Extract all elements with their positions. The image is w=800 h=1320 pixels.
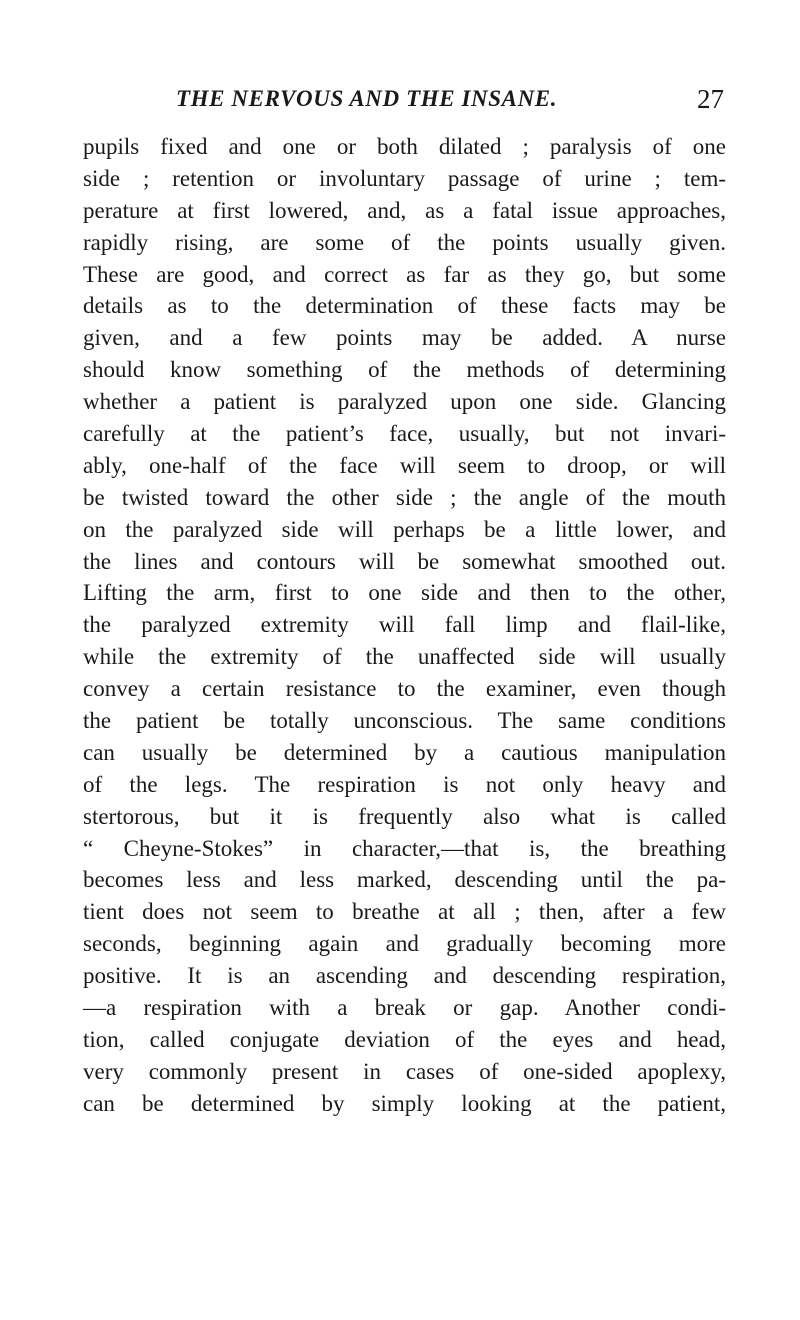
page-number: 27: [697, 84, 724, 114]
running-title: THE NERVOUS AND THE INSANE.: [176, 86, 558, 111]
text-line: very commonly present in cases of one-sided apoplexy,: [83, 1058, 726, 1084]
text-line: the patient be totally unconscious. The same conditions: [83, 708, 726, 734]
text-line: positive. It is an ascending and descending respiration,: [83, 963, 726, 989]
text-line: while the extremity of the unaffected side will usually: [83, 644, 726, 670]
text-line: on the paralyzed side will perhaps be a little lower, and: [83, 516, 726, 542]
text-line: Lifting the arm, first to one side and then to the other,: [83, 580, 726, 606]
text-line: rapidly rising, are some of the points usually given.: [83, 229, 726, 255]
body-paragraph: [83, 131, 726, 1120]
text-line: tient does not seem to breathe at all ; then, after a few: [83, 899, 726, 925]
text-line: details as to the determination of these facts may be: [83, 293, 726, 319]
text-line: becomes less and less marked, descending until the pa-: [83, 867, 726, 893]
text-line: convey a certain resistance to the examiner, even though: [83, 676, 726, 702]
text-line: carefully at the patient’s face, usually, but not invari-: [83, 421, 726, 447]
text-line: stertorous, but it is frequently also what is called: [83, 803, 726, 829]
text-line: can usually be determined by a cautious manipulation: [83, 739, 726, 765]
text-line: the paralyzed extremity will fall limp and flail-like,: [83, 612, 726, 638]
text-line: side ; retention or involuntary passage of urine ; tem-: [83, 165, 726, 191]
text-line: ably, one-half of the face will seem to droop, or will: [83, 452, 726, 478]
text-line: —a respiration with a break or gap. Another condi-: [83, 995, 726, 1021]
text-line: pupils fixed and one or both dilated ; paralysis of one: [83, 134, 726, 159]
text-line: tion, called conjugate deviation of the eyes and head,: [83, 1026, 726, 1052]
text-line: can be determined by simply looking at the patient,: [83, 1090, 726, 1116]
running-head: [84, 82, 724, 116]
text-line: given, and a few points may be added. A nurse: [83, 325, 726, 351]
text-line: should know something of the methods of determining: [83, 357, 726, 383]
text-line: whether a patient is paralyzed upon one side. Glancing: [83, 389, 726, 415]
text-line: be twisted toward the other side ; the angle of the mouth: [83, 484, 726, 510]
text-line: seconds, beginning again and gradually becoming more: [83, 931, 726, 957]
text-line: “ Cheyne-Stokes” in character,—that is, the breathing: [83, 835, 726, 861]
text-line: These are good, and correct as far as they go, but some: [83, 261, 726, 287]
text-line: the lines and contours will be somewhat smoothed out.: [83, 548, 726, 574]
text-line: perature at first lowered, and, as a fatal issue approaches,: [83, 197, 726, 223]
text-line: of the legs. The respiration is not only heavy and: [83, 771, 726, 797]
